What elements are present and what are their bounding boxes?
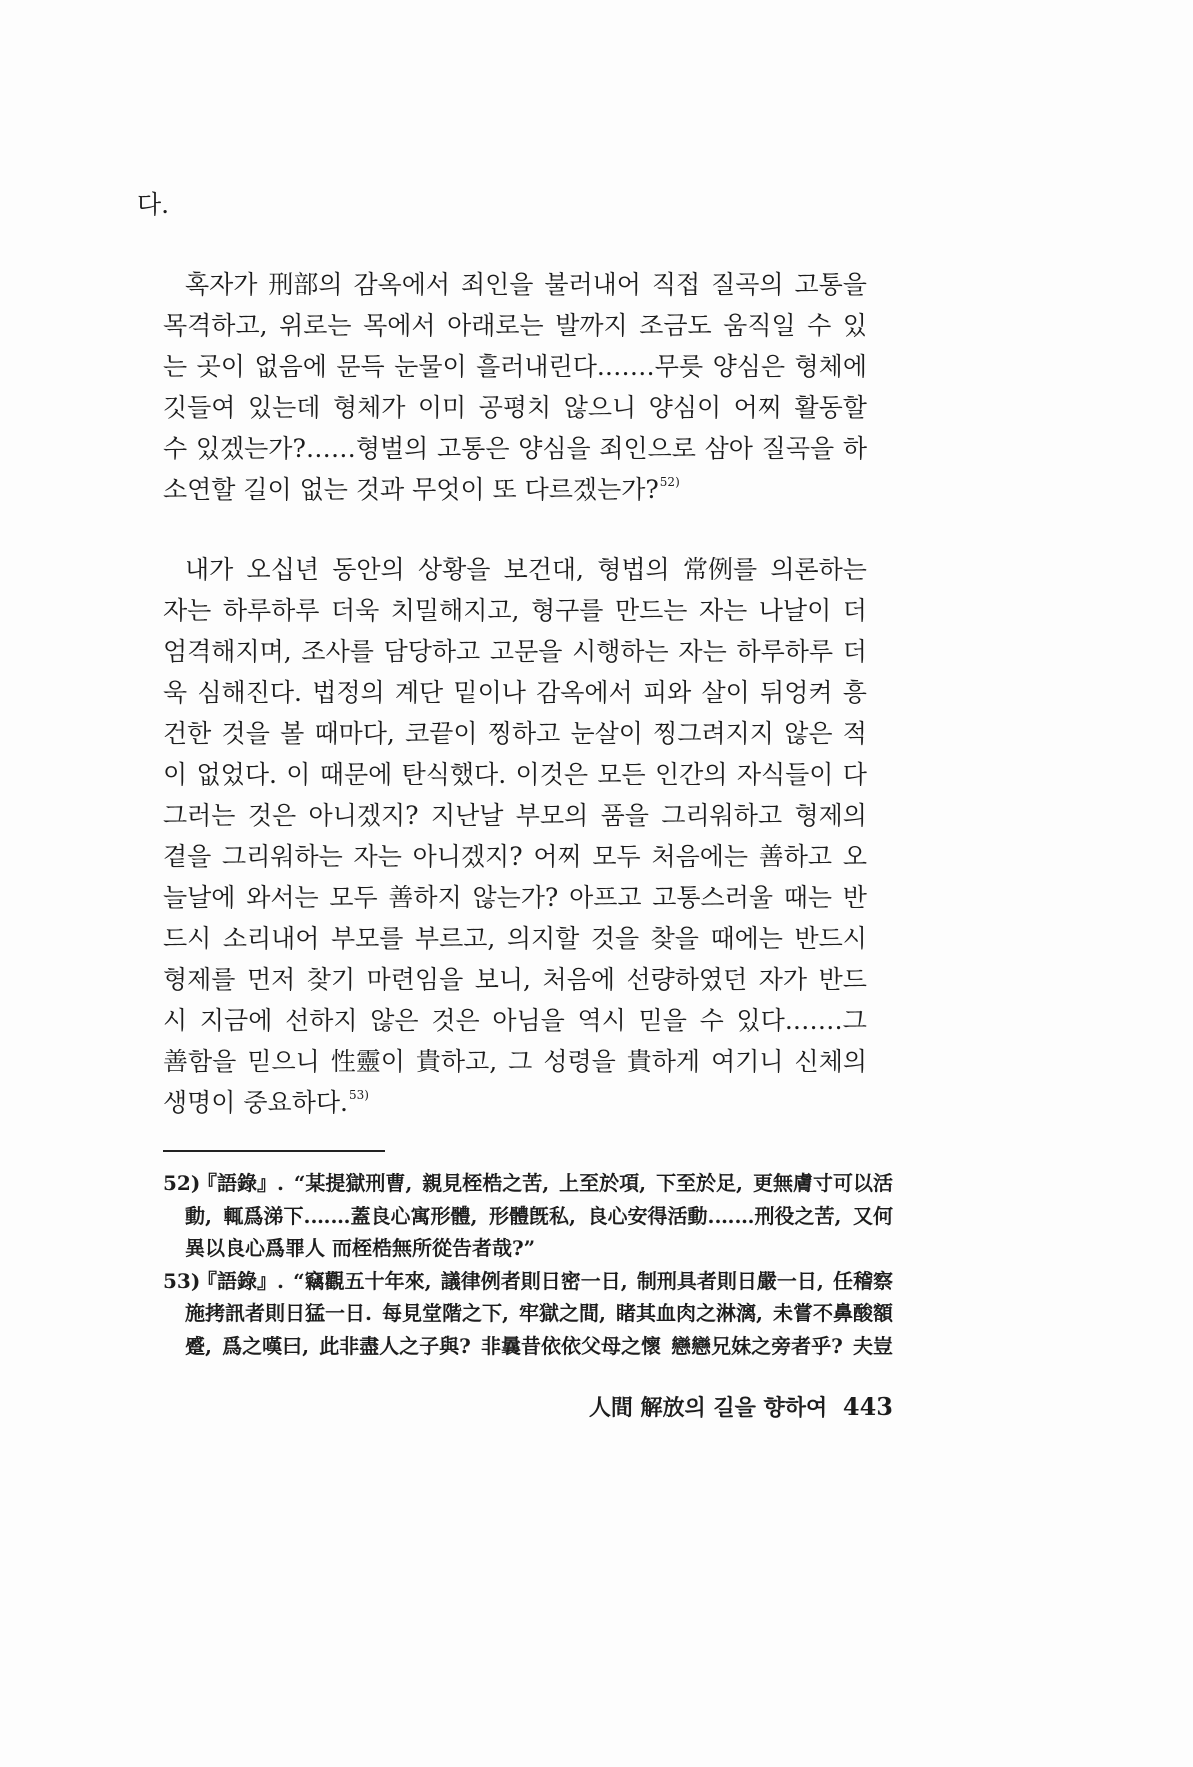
footnote (163, 1265, 893, 1363)
text-line (163, 549, 867, 590)
word: 조사를 (301, 637, 374, 666)
text-line (163, 754, 867, 795)
word: 形體旣私, (489, 1203, 576, 1228)
word: 議律例者則日密一日, (440, 1268, 628, 1293)
word: 任稽察 (833, 1268, 893, 1293)
word: 牢獄之間, (519, 1301, 606, 1325)
word: 善함을 (163, 1047, 237, 1076)
word: 있겠는가?……형벌의 (195, 434, 429, 463)
text-line: 생명이 중요하다. (163, 1088, 348, 1117)
footnote-line (185, 1297, 893, 1330)
word: 자는 (163, 596, 212, 625)
word: 시행하는 (572, 637, 669, 666)
footnotes (163, 1167, 893, 1362)
word: 여기니 (711, 1047, 784, 1076)
word: 善하고 (758, 842, 833, 871)
word: 자는 (678, 637, 727, 666)
text-line (163, 836, 867, 877)
word: 爲之嘆曰, (222, 1333, 310, 1358)
word: 와서는 (246, 883, 319, 912)
text-line-last (163, 469, 867, 510)
word: 자가 (758, 965, 808, 994)
word: 형체에 (794, 352, 867, 381)
running-footer (589, 1390, 893, 1427)
word: 의지할 (506, 924, 580, 953)
word: 삼아 (704, 434, 753, 463)
word: 고통은 (437, 434, 510, 463)
footnote-first-line (163, 1167, 893, 1200)
word: 고문을 (489, 637, 563, 666)
footnote-line (185, 1200, 893, 1233)
word: 性靈이 (330, 1047, 405, 1076)
word: 그리워하는 (222, 842, 343, 871)
word: 나날이 (758, 596, 832, 625)
word: 감옥에서 (353, 270, 451, 299)
word: 때는 (783, 883, 833, 912)
word: 위로는 (279, 311, 352, 340)
word: 자는 (353, 842, 402, 871)
word: 찾을 (650, 924, 699, 953)
word: 죄인으로 (599, 434, 696, 463)
word: 이것은 (515, 760, 588, 789)
word: 뒤엉켜 (760, 678, 833, 707)
text-line (163, 713, 867, 754)
word: 있는데 (247, 393, 321, 422)
word: 그러는 (163, 801, 236, 830)
word: 않은 (370, 1006, 419, 1035)
word: 아님을 (492, 1006, 565, 1035)
word: 반 (842, 883, 867, 912)
word: 코끝이 (405, 719, 478, 748)
word: 눈살이 (570, 719, 643, 748)
word: 상황을 (417, 555, 491, 584)
word: 睹其血肉之淋漓, (616, 1301, 763, 1325)
word: 오 (842, 842, 867, 871)
word: 고통을 (794, 270, 867, 299)
word: 하 (842, 434, 867, 463)
word: 건한 (163, 719, 212, 748)
word: 직접 (651, 270, 701, 299)
word: 아프고 (569, 883, 642, 912)
word: 인간의 (655, 760, 728, 789)
word: 없었다. (196, 760, 277, 789)
word: 형법의 (597, 555, 670, 584)
text-line (163, 387, 867, 428)
word: 마련임을 (366, 965, 464, 994)
word: 此非盡人之子與? (319, 1333, 471, 1358)
word: 지금에 (199, 1006, 273, 1035)
footnote-first-line (163, 1265, 893, 1298)
word: 형제를 (163, 965, 236, 994)
word: 늘날에 (163, 883, 236, 912)
word: 있다.……그 (736, 1006, 867, 1035)
word: 아니겠지? (308, 801, 419, 830)
word: 부모의 (515, 801, 589, 830)
word: 역시 (577, 1006, 626, 1035)
word: 常例를 (682, 555, 758, 584)
word: 혹자가 (185, 270, 258, 299)
word: 동안의 (332, 555, 405, 584)
word: 보니, (474, 965, 531, 994)
word: 양심이 (648, 393, 722, 422)
word: 반드 (818, 965, 867, 994)
word: 蹙, (185, 1333, 212, 1358)
word: 아니겠지? (412, 842, 523, 871)
word: 양심을 (518, 434, 591, 463)
paragraph (163, 264, 867, 510)
footnote-reference: 53) (348, 1088, 369, 1102)
word: 반드시 (794, 924, 867, 953)
word: 목에서 (363, 311, 436, 340)
word: 每見堂階之下, (382, 1301, 509, 1325)
word: 밑이나 (453, 678, 526, 707)
word: 눈물이 (394, 352, 467, 381)
word: 형체가 (332, 393, 406, 422)
word: 시 (163, 1006, 188, 1035)
word: 피와 (642, 678, 692, 707)
text-line (163, 264, 867, 305)
word: 親見桎梏之苦, (422, 1171, 550, 1195)
word: 지난날 (430, 801, 504, 830)
word: 활동할 (794, 393, 867, 422)
word: 자는 (698, 596, 748, 625)
word: 선하지 (285, 1006, 358, 1035)
word: 만드는 (614, 596, 688, 625)
word: 내가 (185, 555, 234, 584)
word: 질곡의 (711, 270, 784, 299)
word: 더욱 (330, 596, 380, 625)
word: 모든 (597, 760, 646, 789)
word: 夫豈 (853, 1333, 893, 1358)
footnote-line (185, 1330, 893, 1363)
footnote-line (197, 1265, 893, 1298)
word: 하루하루 (222, 596, 320, 625)
word: 흥 (842, 678, 867, 707)
word: “竊觀五十年來, (293, 1268, 432, 1293)
word: 선량하였던 (626, 965, 748, 994)
word: 공평치 (478, 393, 552, 422)
word: 貴하게 (626, 1047, 701, 1076)
word: 그 (508, 1047, 533, 1076)
word: 죄인을 (460, 270, 534, 299)
word: 것은 (247, 801, 297, 830)
word: 良心安得活動.……刑役之苦, (587, 1203, 842, 1228)
word: 모두 (329, 883, 378, 912)
word: 찡그려지지 (653, 719, 774, 748)
text-line (163, 795, 867, 836)
text-line (163, 1041, 867, 1082)
word: 수 (163, 434, 188, 463)
word: 더 (842, 596, 867, 625)
word: 적 (842, 719, 867, 748)
word: 계단 (394, 678, 444, 707)
footnote-number: 53) (163, 1268, 201, 1293)
word: 형제의 (794, 801, 867, 830)
word: 더 (842, 637, 867, 666)
text-line (163, 346, 867, 387)
word: 는 (163, 352, 188, 381)
word: 목격하고, (163, 311, 268, 340)
word: 양심은 (712, 352, 786, 381)
footnote-line (197, 1167, 893, 1200)
word: 발까지 (555, 311, 628, 340)
word: 소리내어 (222, 924, 320, 953)
word: 의론하는 (770, 555, 867, 584)
word: 고통스러울 (652, 883, 774, 912)
word: 품을 (600, 801, 649, 830)
word: 감옥에서 (536, 678, 633, 707)
word: 치밀해지고, (390, 596, 520, 625)
word: 때문에 (319, 760, 393, 789)
word: 부르고, (414, 924, 496, 953)
word: 흘러내린다.……무릇 (476, 352, 704, 381)
word: 처음에 (542, 965, 615, 994)
word: 어찌 (533, 842, 582, 871)
continued-text: 다. (137, 190, 170, 219)
word: 문득 (336, 352, 385, 381)
word: 때마다, (314, 719, 395, 748)
word: 것을 (221, 719, 270, 748)
word: 처음에는 (651, 842, 749, 871)
text-line (163, 877, 867, 918)
word: 깃들여 (163, 393, 236, 422)
word: 곁을 (163, 842, 212, 871)
text-line (163, 1000, 867, 1041)
word: 그리워하고 (661, 801, 783, 830)
text-line-last (163, 1082, 867, 1123)
word: 살이 (701, 678, 750, 707)
text-line (163, 428, 867, 469)
word: 更無膚寸可以活 (752, 1171, 893, 1195)
word: 上至於項, (559, 1171, 647, 1195)
word: 下至於足, (656, 1171, 744, 1195)
footnote (163, 1167, 893, 1265)
word: 자식들이 (736, 760, 834, 789)
word: 없음에 (254, 352, 327, 381)
word: 형구를 (531, 596, 604, 625)
word: 엄격해지며, (163, 637, 292, 666)
word: 이 (163, 760, 188, 789)
word: 않는가? (472, 883, 559, 912)
word: 움직일 (723, 311, 796, 340)
word: 드시 (163, 924, 212, 953)
text-line (163, 672, 867, 713)
word: 刑部의 (268, 270, 343, 299)
word: 것을 (590, 924, 640, 953)
word: 未嘗不鼻酸額 (773, 1301, 893, 1325)
word: 수 (807, 311, 832, 340)
word: 又何 (853, 1203, 893, 1228)
word: 볼 (280, 719, 305, 748)
text-line (163, 305, 867, 346)
word: 보건대, (503, 555, 585, 584)
word: 불러내어 (544, 270, 641, 299)
word: 아래로는 (447, 311, 544, 340)
word: 어찌 (733, 393, 782, 422)
word: 성령을 (543, 1047, 616, 1076)
word: 것은 (431, 1006, 480, 1035)
word: 찾기 (306, 965, 356, 994)
word: 곳이 (196, 352, 245, 381)
word: 輒爲涕下.……蓋良心寓形體, (223, 1203, 478, 1228)
running-title: 人間 解放의 길을 향하여 (588, 1395, 828, 1421)
word: 수 (699, 1006, 724, 1035)
footnote-line: 異以良心爲罪人 而桎梏無所從告者哉?” (185, 1236, 536, 1260)
word: 있 (842, 311, 867, 340)
text-line (163, 918, 867, 959)
word: 善하지 (388, 883, 462, 912)
word: 制刑具者則日嚴一日, (636, 1268, 824, 1293)
footnote-number: 52) (163, 1171, 201, 1195)
text-line (163, 631, 867, 672)
word: 오십년 (246, 555, 319, 584)
word: 이 (286, 760, 311, 789)
text-line (163, 959, 867, 1000)
word: 貴하고, (415, 1047, 498, 1076)
word: 動, (185, 1203, 212, 1228)
word: 戀戀兄妹之旁者乎? (671, 1333, 843, 1358)
word: 담당하고 (383, 637, 481, 666)
page-number: 443 (842, 1392, 893, 1421)
word: 법정의 (312, 678, 385, 707)
word: 않으니 (563, 393, 637, 422)
word: 부모를 (330, 924, 404, 953)
footnote-rule (163, 1150, 385, 1152)
word: 非曩昔依依父母之懷 (481, 1333, 662, 1358)
word: 『語錄』. (197, 1171, 284, 1195)
word: 믿을 (638, 1006, 687, 1035)
word: 다 (842, 760, 867, 789)
word: 찡하고 (487, 719, 561, 748)
word: 이미 (417, 393, 467, 422)
word: 믿으니 (247, 1047, 320, 1076)
paragraph (163, 549, 867, 1123)
word: 먼저 (246, 965, 296, 994)
word: 모두 (592, 842, 641, 871)
word: 施拷訊者則日猛一日. (185, 1301, 372, 1325)
word: 조금도 (639, 311, 712, 340)
text-line: 소연할 길이 없는 것과 무엇이 또 다르겠는가? (163, 475, 659, 504)
footnote-reference: 52) (659, 475, 680, 489)
text-line (163, 590, 867, 631)
word: 신체의 (794, 1047, 867, 1076)
word: 않은 (784, 719, 833, 748)
word: 때에는 (710, 924, 783, 953)
word: 질곡을 (761, 434, 835, 463)
word: “某提獄刑曹, (293, 1171, 413, 1195)
word: 하루하루 (736, 637, 834, 666)
word: 욱 (163, 678, 188, 707)
word: 『語錄』. (197, 1268, 284, 1293)
word: 탄식했다. (401, 760, 507, 789)
word: 심해진다. (197, 678, 302, 707)
